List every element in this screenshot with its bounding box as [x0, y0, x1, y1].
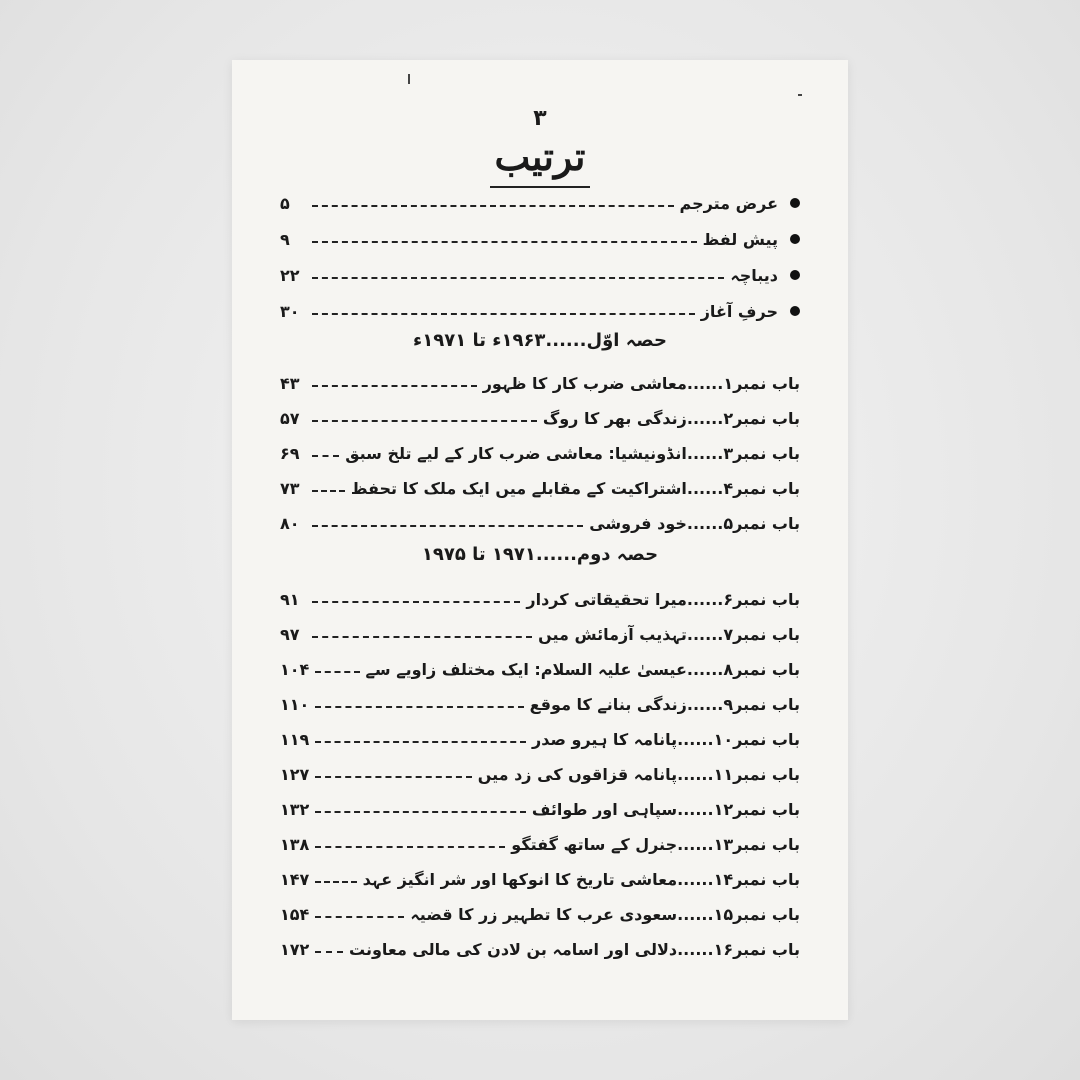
toc-entry[interactable] — [280, 864, 800, 894]
entry-label: باب نمبر۱۲......سپاہی اور طوائف — [531, 799, 800, 819]
section-heading-part-two: حصہ دوم......۱۹۷۱ تا ۱۹۷۵ — [421, 544, 659, 565]
dotted-leader — [312, 313, 695, 315]
entry-page-number: ۱۱۹ — [280, 729, 310, 749]
entry-page-number: ۱۷۲ — [280, 939, 310, 959]
entry-label: باب نمبر۱۵......سعودی عرب کا تطہیر زر کا قضیہ — [410, 904, 800, 924]
entry-label: باب نمبر۱۴......معاشی تاریخ کا انوکھا اور شر انگیز عہد — [362, 869, 800, 889]
toc-entry[interactable] — [280, 619, 800, 649]
toc-entry[interactable] — [280, 403, 800, 433]
toc-entry[interactable] — [280, 508, 800, 538]
entry-page-number: ۱۳۸ — [280, 834, 310, 854]
dotted-leader — [315, 916, 404, 918]
toc-entry[interactable] — [280, 473, 800, 503]
entry-label: باب نمبر۶......میرا تحقیقاتی کردار — [526, 589, 800, 609]
entry-page-number: ۹۷ — [280, 624, 300, 644]
entry-label: باب نمبر۱۱......پانامہ قزاقوں کی زد میں — [477, 764, 800, 784]
entry-label: باب نمبر۴......اشتراکیت کے مقابلے میں ایک ملک کا تحفظ — [350, 478, 800, 498]
entry-page-number: ۱۲۷ — [280, 764, 310, 784]
entry-label: باب نمبر۷......تہذیب آزمائش میں — [538, 624, 800, 644]
entry-label: باب نمبر۸......عیسیٰ علیہ السلام: ایک مختلف زاویے سے — [365, 659, 800, 679]
dotted-leader — [315, 671, 359, 673]
entry-page-number: ۷۳ — [280, 478, 300, 498]
toc-entry[interactable] — [280, 584, 800, 614]
entry-page-number: ۵ — [280, 193, 290, 213]
toc-entry[interactable] — [280, 794, 800, 824]
page-number: ۳ — [533, 106, 547, 131]
entry-label: پیش لفظ — [702, 229, 778, 249]
dotted-leader — [312, 601, 520, 603]
toc-entry[interactable] — [280, 689, 800, 719]
section-heading-part-one: حصہ اوّل......۱۹۶۳ء تا ۱۹۷۱ء — [413, 330, 667, 351]
dotted-leader — [312, 420, 537, 422]
entry-page-number: ۱۱۰ — [280, 694, 310, 714]
toc-entry[interactable] — [280, 438, 800, 468]
dotted-leader — [312, 241, 697, 243]
book-page — [232, 60, 848, 1020]
entry-page-number: ۴۳ — [280, 373, 300, 393]
entry-label: باب نمبر۱۰......پانامہ کا ہیرو صدر — [532, 729, 800, 749]
page-title: ترتیب — [494, 134, 586, 179]
toc-entry[interactable] — [280, 829, 800, 859]
entry-page-number: ۸۰ — [280, 513, 300, 533]
entry-label: باب نمبر۲......زندگی بھر کا روگ — [542, 408, 800, 428]
dotted-leader — [315, 846, 505, 848]
entry-page-number: ۱۰۴ — [280, 659, 310, 679]
bullet-icon — [790, 198, 800, 208]
bullet-icon — [790, 234, 800, 244]
toc-entry[interactable] — [280, 899, 800, 929]
toc-entry[interactable] — [280, 759, 800, 789]
dotted-leader — [312, 277, 724, 279]
entry-page-number: ۳۰ — [280, 301, 300, 321]
dotted-leader — [315, 706, 523, 708]
entry-label: عرض مترجم — [679, 193, 778, 213]
entry-label: باب نمبر۵......خود فروشی — [589, 513, 800, 533]
dotted-leader — [315, 811, 526, 813]
toc-entry[interactable] — [280, 188, 800, 218]
toc-entry[interactable] — [280, 934, 800, 964]
entry-label: باب نمبر۹......زندگی بنانے کا موقع — [529, 694, 800, 714]
dotted-leader — [312, 490, 345, 492]
entry-label: باب نمبر۱......معاشی ضرب کار کا ظہور — [482, 373, 800, 393]
toc-entry[interactable] — [280, 224, 800, 254]
toc-entry[interactable] — [280, 654, 800, 684]
entry-page-number: ۹ — [280, 229, 290, 249]
bullet-icon — [790, 270, 800, 280]
toc-entry[interactable] — [280, 260, 800, 290]
dotted-leader — [312, 455, 339, 457]
dotted-leader — [315, 741, 526, 743]
entry-page-number: ۱۴۷ — [280, 869, 310, 889]
dotted-leader — [312, 385, 477, 387]
entry-label: باب نمبر۱۳......جنرل کے ساتھ گفتگو — [511, 834, 800, 854]
paper-speck — [408, 74, 410, 84]
entry-label: حرفِ آغاز — [700, 301, 778, 321]
dotted-leader — [312, 636, 532, 638]
toc-entry[interactable] — [280, 724, 800, 754]
dotted-leader — [315, 776, 471, 778]
dotted-leader — [315, 881, 356, 883]
dotted-leader — [312, 205, 674, 207]
entry-page-number: ۵۷ — [280, 408, 300, 428]
toc-entry[interactable] — [280, 368, 800, 398]
entry-label: باب نمبر۱۶......دلالی اور اسامہ بن لادن کی مالی معاونت — [349, 939, 800, 959]
toc-entry[interactable] — [280, 296, 800, 326]
entry-page-number: ۱۳۲ — [280, 799, 310, 819]
dotted-leader — [312, 525, 583, 527]
entry-page-number: ۱۵۴ — [280, 904, 310, 924]
entry-page-number: ۶۹ — [280, 443, 300, 463]
entry-label: باب نمبر۳......انڈونیشیا: معاشی ضرب کار کے لیے تلخ سبق — [345, 443, 800, 463]
entry-page-number: ۹۱ — [280, 589, 300, 609]
bullet-icon — [790, 306, 800, 316]
dotted-leader — [315, 951, 343, 953]
paper-speck — [798, 94, 802, 96]
entry-page-number: ۲۲ — [280, 265, 300, 285]
entry-label: دیباچہ — [730, 265, 778, 285]
